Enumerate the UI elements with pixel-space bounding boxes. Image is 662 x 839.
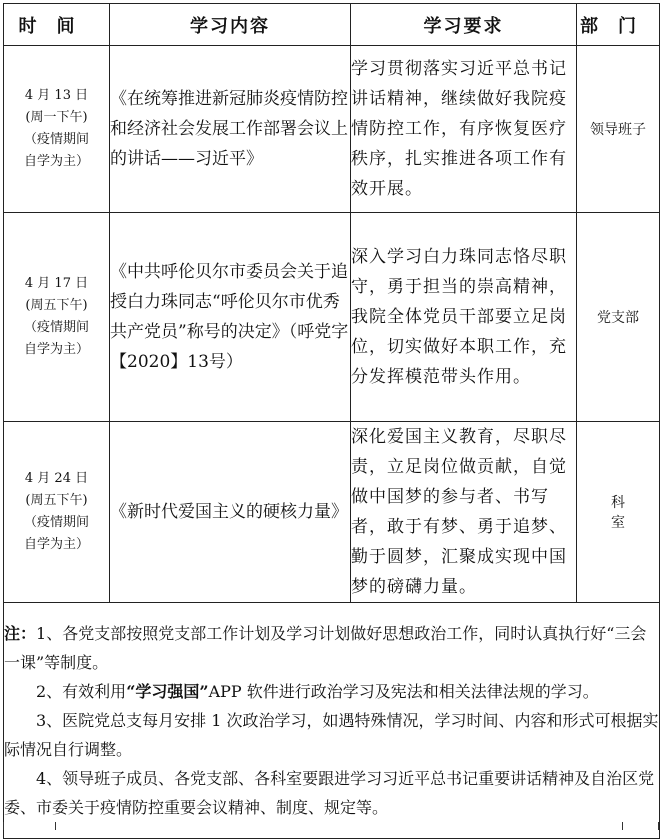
requirement-cell: 学习贯彻落实习近平总书记讲话精神，继续做好我院疫情防控工作，有序恢复医疗秩序，扎实推进各项工作有效开展。 bbox=[351, 46, 577, 213]
edge-mark bbox=[3, 822, 4, 830]
edge-mark bbox=[55, 822, 56, 830]
notes-row bbox=[4, 603, 660, 839]
table-row bbox=[4, 213, 660, 422]
note-3: 3、医院党总支每月安排 1 次政治学习，如遇特殊情况，学习时间、内容和形式可根据实际情况自行调整。 bbox=[4, 711, 659, 759]
header-requirement: 学习要求 bbox=[351, 4, 577, 46]
table-row bbox=[4, 422, 660, 603]
date-cell: 4 月 24 日 (周五下午) （疫情期间 自学为主） bbox=[4, 422, 110, 603]
note-1: 注：1、各党支部按照党支部工作计划及学习计划做好思想政治工作，同时认真执行好“三会一课”等制度。 bbox=[4, 624, 647, 672]
header-content: 学习内容 bbox=[110, 4, 351, 46]
date-cell: 4 月 13 日 (周一下午) （疫情期间 自学为主） bbox=[4, 46, 110, 213]
edge-mark bbox=[622, 822, 623, 830]
requirement-cell: 深化爱国主义教育，尽职尽责，立足岗位做贡献，自觉做中国梦的参与者、书写者，敢于有梦、勇于追梦、勤于圆梦，汇聚成实现中国梦的磅礴力量。 bbox=[351, 422, 577, 603]
edge-mark bbox=[658, 822, 659, 830]
header-dept: 部门 bbox=[577, 4, 660, 46]
content-cell: 《新时代爱国主义的硬核力量》 bbox=[110, 422, 351, 603]
table-row bbox=[4, 46, 660, 213]
notes-cell bbox=[4, 603, 660, 839]
content-cell: 《中共呼伦贝尔市委员会关于追授白力珠同志“呼伦贝尔市优秀共产党员”称号的决定》（呼党字【2020】13号） bbox=[110, 213, 351, 422]
note-4: 4、领导班子成员、各党支部、各科室要跟进学习习近平总书记重要讲话精神及自治区党委、市委关于疫情防控重要会议精神、制度、规定等。 bbox=[4, 769, 655, 817]
dept-cell: 党支部 bbox=[577, 213, 660, 422]
dept-cell: 领导班子 bbox=[577, 46, 660, 213]
page-edge-marks bbox=[0, 822, 662, 830]
study-schedule-table bbox=[3, 3, 660, 839]
content-cell: 《在统筹推进新冠肺炎疫情防控和经济社会发展工作部署会议上的讲话——习近平》 bbox=[110, 46, 351, 213]
dept-cell: 科室 bbox=[577, 422, 660, 603]
date-cell: 4 月 17 日 (周五下午) （疫情期间 自学为主） bbox=[4, 213, 110, 422]
note-2: 2、有效利用“学习强国”APP 软件进行政治学习及宪法和相关法律法规的学习。 bbox=[36, 682, 599, 701]
header-time: 时间 bbox=[4, 4, 110, 46]
requirement-cell: 深入学习白力珠同志恪尽职守，勇于担当的崇高精神，我院全体党员干部要立足岗位，切实做好本职工作，充分发挥模范带头作用。 bbox=[351, 213, 577, 422]
header-row bbox=[4, 4, 660, 46]
